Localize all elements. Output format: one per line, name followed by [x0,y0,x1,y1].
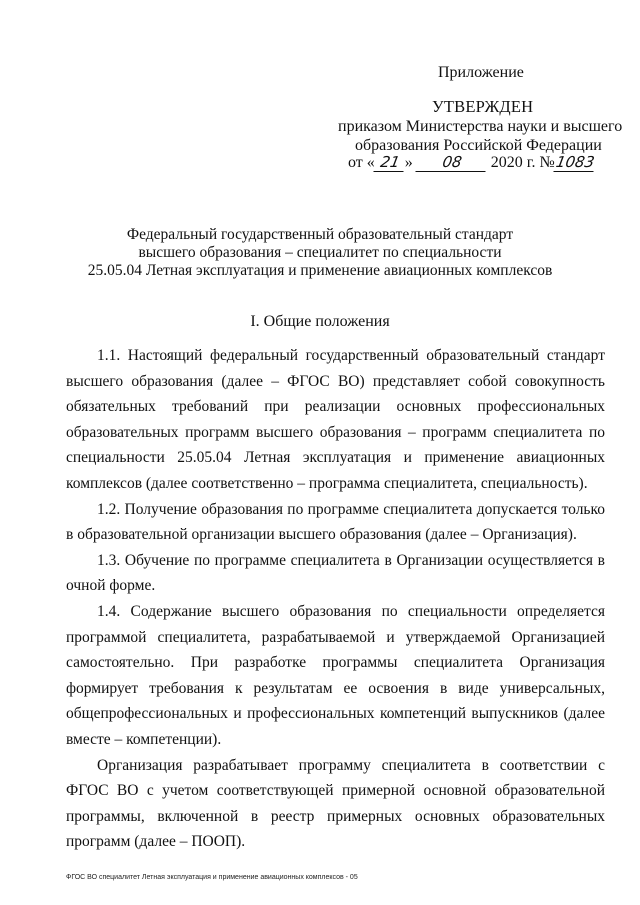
appendix-label: Приложение [438,64,524,81]
handwritten-day: 21 [373,154,406,172]
date-year: 2020 г. № [490,154,555,171]
handwritten-month: 08 [415,154,488,172]
document-body [66,343,605,855]
title-line-3: 25.05.04 Летная эксплуатация и применение авиационных комплексов [87,262,553,279]
order-date-line [348,153,595,173]
handwritten-order-number: 1083 [554,153,596,171]
order-line-2: образования Российской Федерации [355,137,602,154]
title-line-2: высшего образования – специалитет по специальности [138,244,502,261]
approved-label: УТВЕРЖДЕН [432,97,534,116]
page-footer: ФГОС ВО специалитет Летная эксплуатация и применение авиационных комплексов - 05 [66,874,358,881]
date-separator: » [404,154,413,171]
section-heading: I. Общие положения [250,313,390,330]
paragraph-1-2: 1.2. Получение образования по программе специалитета допускается только в образовательной организации высшего образования (далее – Организация). [66,500,605,544]
paragraph-1-4: 1.4. Содержание высшего образования по специальности определяется программой специалитета, разрабатываемой и утверждаемой Организацией самостоятельно. При разработке программы специалитета Организация формирует требования к результатам ее освоения в виде универсальных, общепрофессиональных и профессиональных компетенций выпускников (далее вместе – компетенции). [66,602,605,748]
title-line-1: Федеральный государственный образовательный стандарт [126,226,514,243]
paragraph-1-3: 1.3. Обучение по программе специалитета в Организации осуществляется в очной форме. [66,551,605,595]
paragraph-1-1: 1.1. Настоящий федеральный государственный образовательный стандарт высшего образования (далее – ФГОС ВО) представляет собой совокупность обязательных требований при реализации основных профессиональных образовательных программ высшего образования – программ специалитета по специальности 25.05.04 Летная эксплуатация и применение авиационных комплексов (далее соответственно – программа специалитета, специальность). [66,347,605,492]
paragraph-organization: Организация разрабатывает программу специалитета в соответствии с ФГОС ВО с учетом соответствующей примерной основной образовательной программы, включенной в реестр примерных основных образовательных программ (далее – ПООП). [66,756,605,851]
date-prefix: от « [348,154,375,171]
order-line-1: приказом Министерства науки и высшего [338,118,623,135]
